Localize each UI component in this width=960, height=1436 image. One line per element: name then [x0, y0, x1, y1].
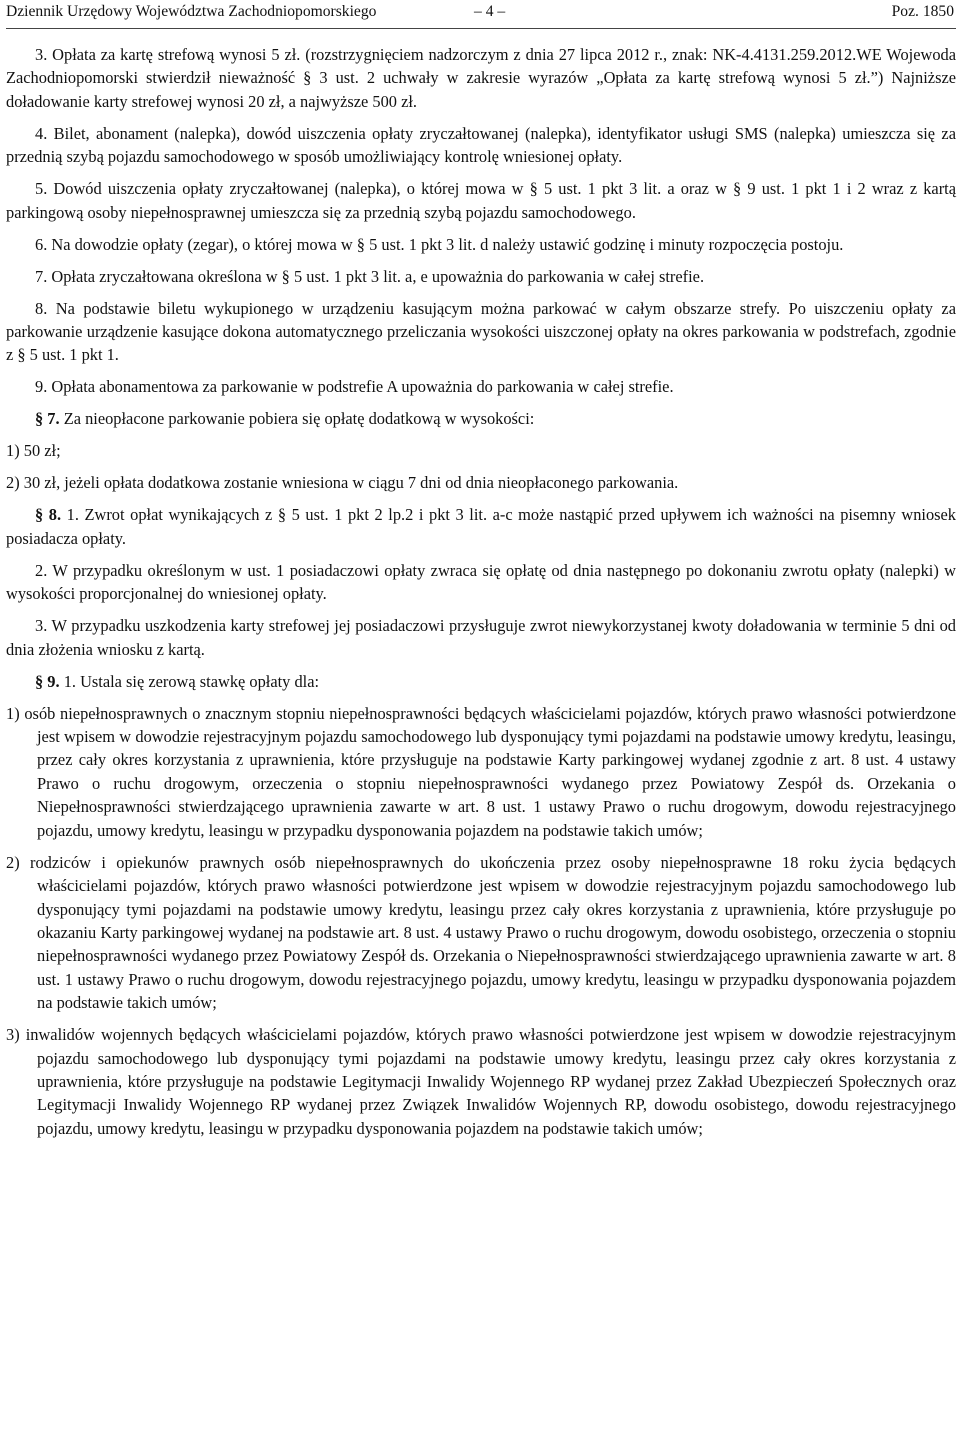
section-7-number: § 7. [35, 409, 60, 429]
section-7-item-2: 2) 30 zł, jeżeli opłata dodatkowa zostanie wniesiona w ciągu 7 dni od dnia nieopłaconego parkowania. [6, 473, 679, 493]
paragraph-6-8: 8. Na podstawie biletu wykupionego w urządzeniu kasującym można parkować w całym obszarze strefy. Po uiszczeniu opłaty za parkowanie urządzenie kasujące dokona automatycznego przeliczania wysokości uiszczonej opłaty na okres parkowania w podstrefach, zgodnie z § 5 ust. 1 pkt 1. [6, 298, 956, 365]
section-9-item-3: 3) inwalidów wojennych będących właścicielami pojazdów, których prawo własności potwierdzone jest wpisem w dowodzie rejestracyjnym pojazdu samochodowego lub dysponujący tymi pojazdami na podstawie umowy kredytu, leasingu przez cały okres korzystania z uprawnienia, które przysługuje na podstawie Legitymacji Inwalidy Wojennego RP wydanej przez Zakład Ubezpieczeń Społecznych oraz Legitymacji Inwalidy Wojennego RP wydanej przez Związek Inwalidów Wojennych RP, dowodu osobistego, dowodu rejestracyjnego pojazdu, umowy kredytu, leasingu w przypadku dysponowania pojazdem na podstawie takich umów; [6, 1025, 956, 1138]
section-7-intro [6, 407, 956, 430]
position-number: Poz. 1850 [891, 3, 954, 20]
section-9-item-2: 2) rodziców i opiekunów prawnych osób niepełnosprawnych do ukończenia przez osoby niepełnosprawne 18 roku życia będących właścicielami pojazdów, których prawo własności potwierdzone jest wpisem w dowodzie rejestracyjnym pojazdu samochodowego lub dysponujący tymi pojazdami na podstawie umowy kredytu, leasingu przez cały okres korzystania z uprawnienia, które przysługuje po okazaniu Karty parkingowej wydanej na podstawie art. 8 ust. 4 ustawy Prawo o ruchu drogowym, dowodu osobistego, orzeczenia o stopniu niepełnosprawności wydanego przez Powiatowy Zespół ds. Orzekania o Niepełnosprawności stwierdzającego uprawnienia zawarte w art. 8 ust. 1 ustawy Prawo o ruchu drogowym, dowodu rejestracyjnego pojazdu, umowy kredytu, leasingu w przypadku dysponowania pojazdem na podstawie takich umów; [6, 852, 956, 1013]
paragraph-6-9: 9. Opłata abonamentowa za parkowanie w podstrefie A upoważnia do parkowania w całej strefie. [35, 377, 674, 397]
section-8-paragraph-1 [6, 503, 956, 550]
section-8-text-1: 1. Zwrot opłat wynikających z § 5 ust. 1 pkt 2 lp.2 i pkt 3 lit. a-c może nastąpić przed upływem ich ważności na pisemny wniosek posiadacza opłaty. [6, 505, 956, 548]
paragraph-6-6: 6. Na dowodzie opłaty (zegar), o której mowa w § 5 ust. 1 pkt 3 lit. d należy ustawić godzinę i minuty rozpoczęcia postoju. [35, 234, 844, 254]
section-9-text: 1. Ustala się zerową stawkę opłaty dla: [59, 671, 320, 691]
page-header [6, 0, 956, 29]
paragraph-6-4: 4. Bilet, abonament (nalepka), dowód uiszczenia opłaty zryczałtowanej (nalepka), identyfikator usługi SMS (nalepka) umieszcza się za przednią szybą pojazdu samochodowego w sposób umożliwiający kontrolę wniesionej opłaty. [6, 123, 956, 167]
paragraph-6-7: 7. Opłata zryczałtowana określona w § 5 ust. 1 pkt 3 lit. a, e upoważnia do parkowania w całej strefie. [35, 266, 705, 286]
section-7-text: Za nieopłacone parkowanie pobiera się opłatę dodatkową w wysokości: [59, 409, 535, 429]
section-8-number: § 8. [35, 505, 62, 525]
paragraph-6-5: 5. Dowód uiszczenia opłaty zryczałtowanej (nalepka), o której mowa w § 5 ust. 1 pkt 3 lit. a oraz w § 9 ust. 1 pkt 1 i 2 wraz z kartą parkingową osoby niepełnosprawnej umieszcza się za przednią szybą pojazdu samochodowego. [6, 179, 956, 222]
section-9-item-1: 1) osób niepełnosprawnych o znacznym stopniu niepełnosprawności będących właścicielami pojazdów, których prawo własności potwierdzone jest wpisem w dowodzie rejestracyjnym pojazdu samochodowego lub dysponujący tymi pojazdami na podstawie umowy kredytu, leasingu, przez cały okres korzystania z uprawnienia, które przysługuje na podstawie Karty parkingowej wydanej zgodnie z art. 8 ust. 4 ustawy Prawo o ruchu drogowym, orzeczenia o stopniu niepełnosprawności wydanego przez Powiatowy Zespół ds. Orzekania o Niepełnosprawności stwierdzającego uprawnienia zawarte w art. 8 ust. 1 ustawy Prawo o ruchu drogowym, dowodu rejestracyjnego pojazdu, umowy kredytu, leasingu w przypadku dysponowania pojazdem na podstawie takich umów; [6, 703, 956, 840]
journal-title: Dziennik Urzędowy Województwa Zachodniopomorskiego [6, 3, 377, 20]
paragraph-6-3: 3. Opłata za kartę strefową wynosi 5 zł. (rozstrzygnięciem nadzorczym z dnia 27 lipca 2012 r., znak: NK-4.4131.259.2012.WE Wojewoda Zachodniopomorski stwierdził nieważność § 3 ust. 2 uchwały w zakresie wyrazów „Opłata za kartę strefową wynosi 5 zł.”) Najniższe doładowanie karty strefowej wynosi 20 zł, a najwyższe 500 zł. [6, 45, 956, 111]
section-9-intro [6, 670, 956, 693]
section-9-number: § 9. [35, 671, 60, 691]
document-page [6, 0, 956, 1140]
section-8-paragraph-3: 3. W przypadku uszkodzenia karty strefowej jej posiadaczowi przysługuje zwrot niewykorzystanej kwoty doładowania w terminie 5 dni od dnia złożenia wniosku z kartą. [6, 616, 956, 659]
page-number: – 4 – [474, 3, 506, 20]
document-body [6, 43, 956, 1140]
section-8-paragraph-2: 2. W przypadku określonym w ust. 1 posiadaczowi opłaty zwraca się opłatę od dnia następnego po dokonaniu zwrotu opłaty (nalepki) w wysokości proporcjonalnej do wniesionej opłaty. [6, 560, 956, 604]
section-7-item-1: 1) 50 zł; [6, 441, 61, 461]
